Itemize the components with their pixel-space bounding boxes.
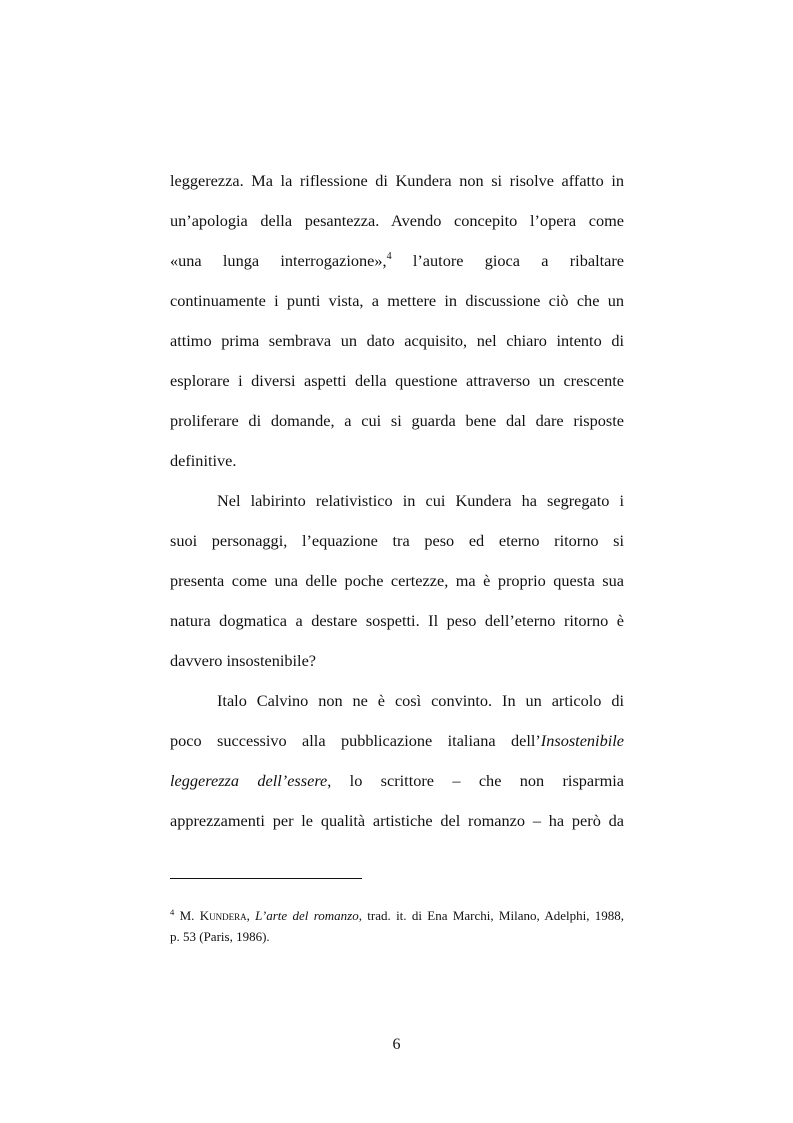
quote-text: «una lunga interrogazione», bbox=[170, 251, 387, 270]
italic-title: Insostenibile bbox=[540, 731, 624, 750]
author-surname: Kundera bbox=[199, 908, 247, 923]
text-line: definitive. bbox=[170, 451, 237, 470]
paragraph-1 bbox=[170, 161, 624, 481]
body-text bbox=[170, 161, 624, 841]
footnote-line bbox=[170, 905, 624, 926]
footnote-reference: 4 bbox=[386, 251, 392, 262]
text-line: suoi personaggi, l’equazione tra peso ed eterno ritorno si bbox=[170, 531, 624, 550]
text-segment: poco successivo alla pubblicazione italiana dell’ bbox=[170, 731, 541, 750]
text-line bbox=[170, 241, 624, 281]
text-line: un’apologia della pesantezza. Avendo concepito l’opera come bbox=[170, 211, 624, 230]
text-line: esplorare i diversi aspetti della questione attraverso un crescente bbox=[170, 371, 624, 390]
text-line: natura dogmatica a destare sospetti. Il peso dell’eterno ritorno è bbox=[170, 611, 624, 630]
author-initial: M. bbox=[179, 908, 200, 923]
text-line: leggerezza. Ma la riflessione di Kundera non si risolve affatto in bbox=[170, 171, 624, 190]
text-line: proliferare di domande, a cui si guarda bene dal dare risposte bbox=[170, 411, 624, 430]
footnote-divider bbox=[170, 878, 362, 879]
citation-details: , trad. it. di Ena Marchi, Milano, Adelphi, 1988, bbox=[358, 908, 625, 923]
text-line: presenta come una delle poche certezze, ma è proprio questa sua bbox=[170, 571, 624, 590]
text-line: davvero insostenibile? bbox=[170, 651, 317, 670]
paragraph-3 bbox=[170, 681, 624, 841]
text-line: apprezzamenti per le qualità artistiche del romanzo – ha però da bbox=[170, 811, 624, 830]
text-line: Nel labirinto relativistico in cui Kundera ha segregato i bbox=[217, 491, 624, 510]
paragraph-2 bbox=[170, 481, 624, 681]
text-line: attimo prima sembrava un dato acquisito, nel chiaro intento di bbox=[170, 331, 624, 350]
separator: , bbox=[246, 908, 256, 923]
book-title: L’arte del romanzo bbox=[255, 908, 359, 923]
text-segment: l’autore gioca a ribaltare bbox=[391, 251, 624, 270]
text-segment: , lo scrittore – che non risparmia bbox=[327, 771, 624, 790]
footnote-line: p. 53 (Paris, 1986). bbox=[170, 929, 270, 944]
page-number: 6 bbox=[392, 1036, 401, 1053]
italic-title: leggerezza dell’essere bbox=[170, 771, 328, 790]
text-line bbox=[170, 721, 624, 761]
text-line: continuamente i punti vista, a mettere in discussione ciò che un bbox=[170, 291, 624, 310]
text-line: Italo Calvino non ne è così convinto. In un articolo di bbox=[217, 691, 624, 710]
text-line bbox=[170, 761, 624, 801]
footnote-number: 4 bbox=[170, 907, 175, 917]
footnote bbox=[170, 905, 624, 947]
